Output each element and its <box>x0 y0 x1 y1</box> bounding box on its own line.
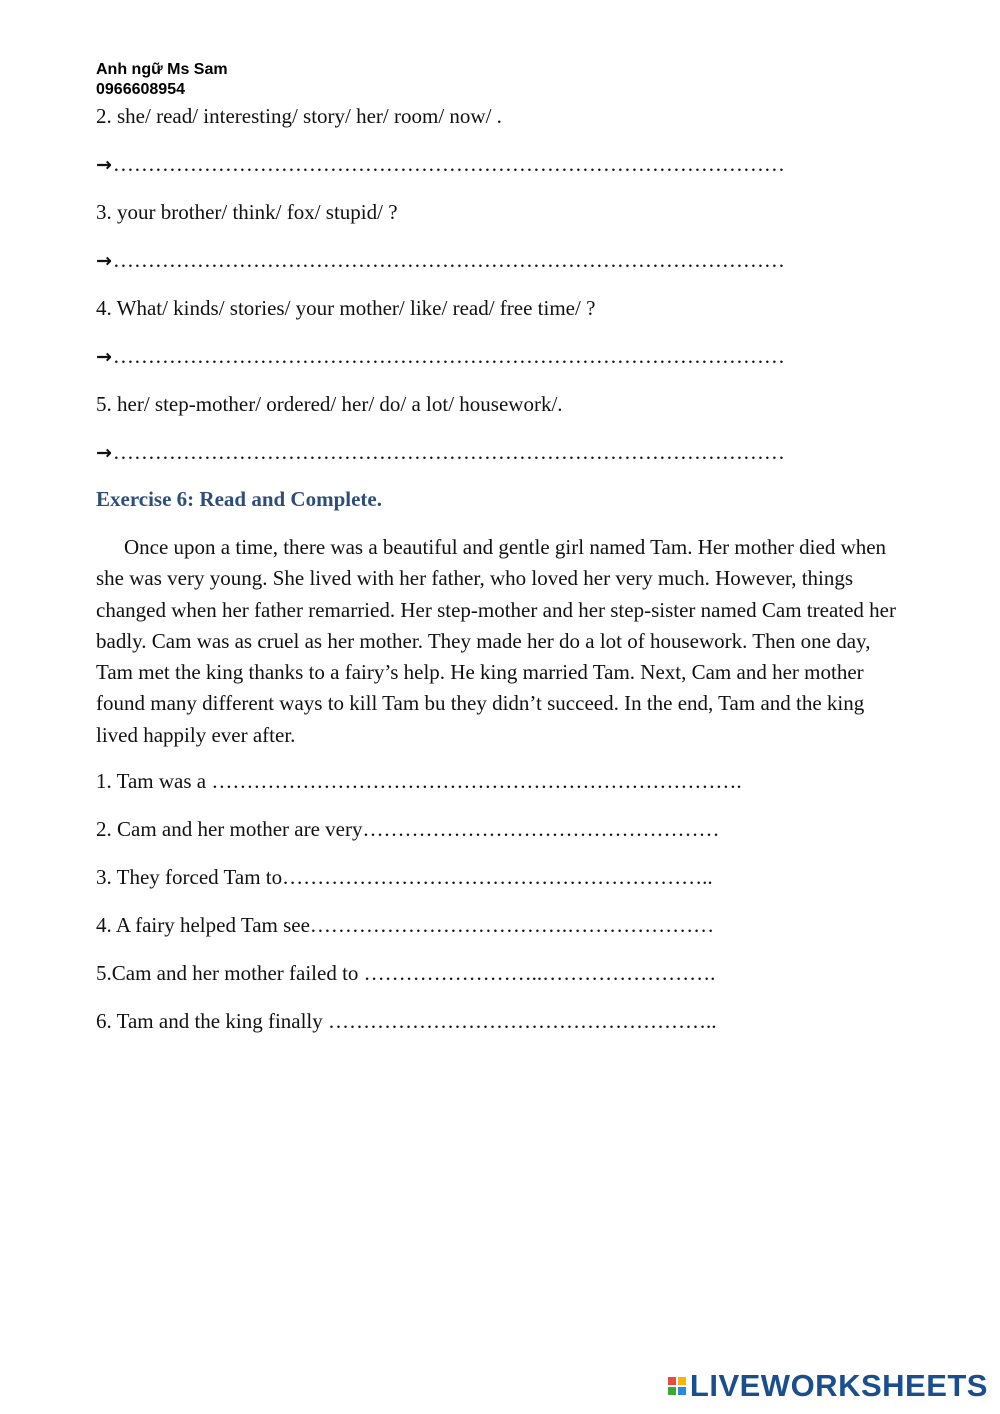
question-2[interactable]: 2. Cam and her mother are very…………………………………………… <box>96 817 720 841</box>
exercise5-prompt-3: 3. your brother/ think/ fox/ stupid/ ? <box>96 200 398 224</box>
answer-dots: …………………………………………………………………………………… <box>112 344 785 368</box>
exercise5-answer-line-4[interactable] <box>96 343 785 370</box>
exercise5-answer-line-2[interactable] <box>96 151 785 178</box>
arrow-right-icon: → <box>96 154 112 176</box>
exercise6-title: Exercise 6: Read and Complete. <box>96 487 382 511</box>
liveworksheets-logo-icon <box>668 1377 686 1395</box>
reading-passage: Once upon a time, there was a beautiful and gentle girl named Tam. Her mother died when she was very young. She lived with her father, who loved her very much. However, things changed when her father remarried. Her step-mother and her step-sister named Cam treated her badly. Cam was as cruel as her mother. They made her do a lot of housework. Then one day, Tam met the king thanks to a fairy’s help. He king married Tam. Next, Cam and her mother found many different ways to kill Tam bu they didn’t succeed. In the end, Tam and the king lived happily ever after. <box>96 535 896 747</box>
exercise5-answer-line-3[interactable] <box>96 247 785 274</box>
exercise5-answer-line-5[interactable] <box>96 439 785 466</box>
phone-number: 0966608954 <box>96 81 185 98</box>
header <box>96 60 228 100</box>
logo-text: LIVEWORKSHEETS <box>689 1368 988 1403</box>
question-6[interactable]: 6. Tam and the king finally ……………………………………………….. <box>96 1009 717 1033</box>
question-3[interactable]: 3. They forced Tam to…………………………………………………….. <box>96 865 713 889</box>
question-5[interactable]: 5.Cam and her mother failed to ……………………..……………………. <box>96 961 716 985</box>
liveworksheets-logo <box>668 1368 988 1404</box>
school-name: Anh ngữ Ms Sam <box>96 61 228 78</box>
answer-dots: …………………………………………………………………………………… <box>112 440 785 464</box>
question-1[interactable]: 1. Tam was a …………………………………………………………………. <box>96 769 742 793</box>
arrow-right-icon: → <box>96 250 112 272</box>
arrow-right-icon: → <box>96 346 112 368</box>
exercise5-prompt-5: 5. her/ step-mother/ ordered/ her/ do/ a lot/ housework/. <box>96 392 563 416</box>
exercise5-prompt-2: 2. she/ read/ interesting/ story/ her/ room/ now/ . <box>96 104 502 128</box>
answer-dots: …………………………………………………………………………………… <box>112 248 785 272</box>
exercise5-prompt-4: 4. What/ kinds/ stories/ your mother/ like/ read/ free time/ ? <box>96 296 596 320</box>
question-4[interactable]: 4. A fairy helped Tam see……………………………….………………… <box>96 913 715 937</box>
answer-dots: …………………………………………………………………………………… <box>112 152 785 176</box>
arrow-right-icon: → <box>96 442 112 464</box>
